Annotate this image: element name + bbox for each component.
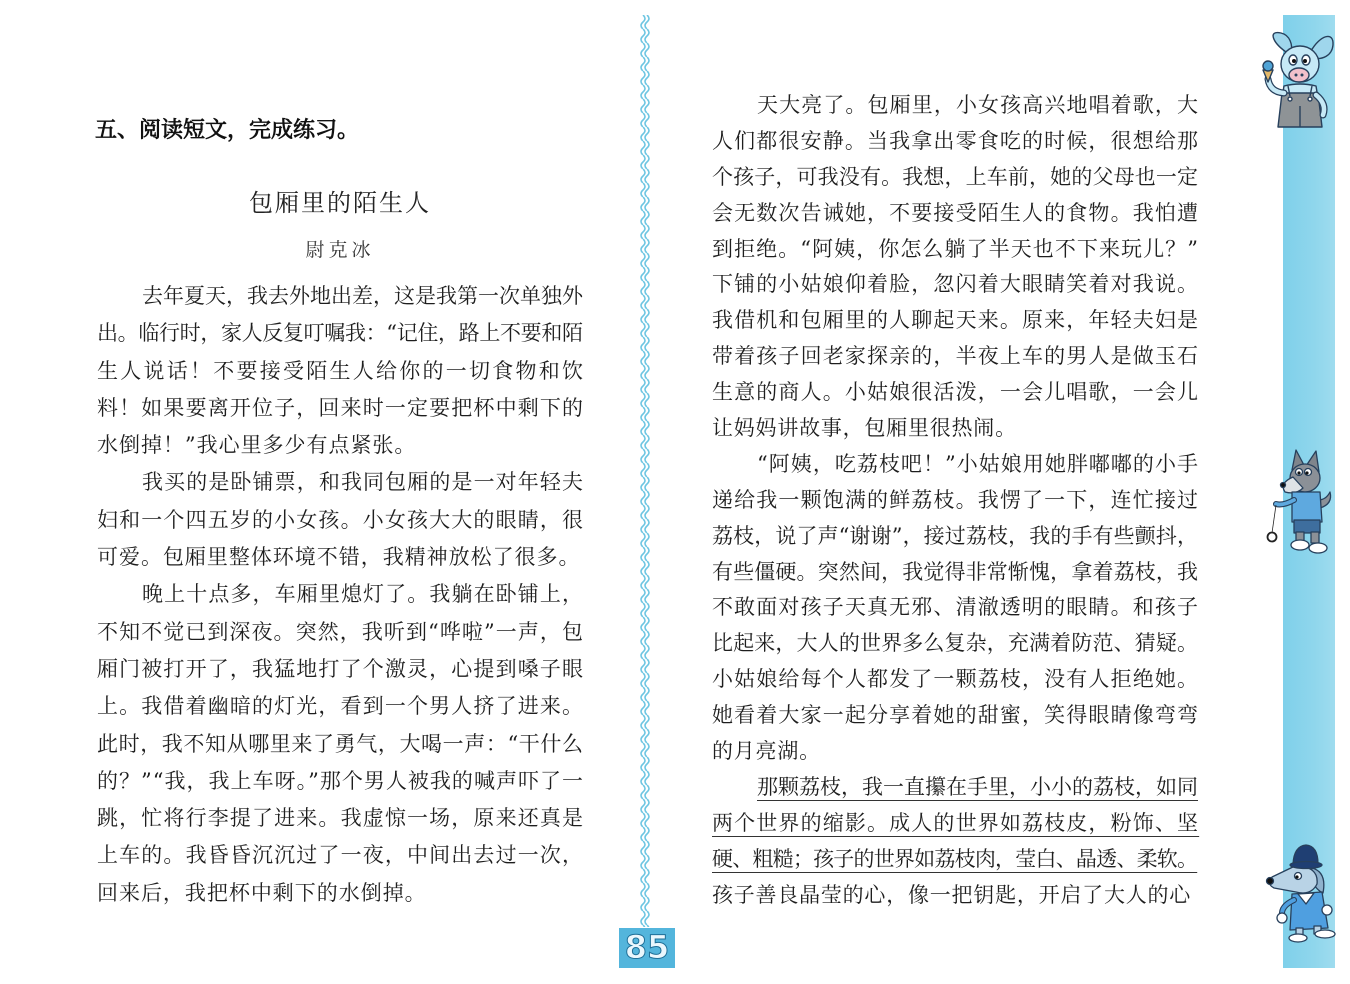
page-number: 85 [619,928,675,968]
text-line: 不知不觉已到深夜。突然，我听到“哗啦”一声，包 [97,619,585,644]
text-line: 她看着大家一起分享着她的甜蜜，笑得眼睛像弯弯 [712,703,1200,728]
text-line: 晚上十点多，车厢里熄灯了。我躺在卧铺上， [142,582,585,607]
text-line: 料！如果要离开位子，回来时一定要把杯中剩下的 [97,395,585,420]
text-line: 比起来，大人的世界多么复杂，充满着防范、猜疑。 [712,631,1199,656]
text-line: 会无数次告诫她，不要接受陌生人的食物。我怕遭 [712,200,1200,225]
section-heading: 五、阅读短文，完成练习。 [95,118,360,143]
text-line: 有些僵硬。突然间，我觉得非常惭愧，拿着荔枝，我 [712,559,1199,584]
text-line: 此时，我不知从哪里来了勇气，大喝一声：“干什么 [97,731,584,756]
text-line: 出。临行时，家人反复叮嘱我：“记住，路上不要和陌 [97,321,583,346]
underlined-text-line: 硬、粗糙；孩子的世界如荔枝肉，莹白、晶透、柔软。 [712,846,1198,871]
text-line: 我借机和包厢里的人聊起天来。原来，年轻夫妇是 [712,308,1200,333]
text-line: 到拒绝。“阿姨，你怎么躺了半天也不下来玩儿？” [712,236,1200,261]
text-line: 跳，忙将行李提了进来。我虚惊一场，原来还真是 [97,806,585,831]
text-line: 人们都很安静。当我拿出零食吃的时候，很想给那 [712,128,1200,153]
text-line: 生人说话！不要接受陌生人给你的一切食物和饮 [97,358,586,383]
text-line: 上。我借着幽暗的灯光，看到一个男人挤了进来。 [97,694,585,719]
text-line: 下铺的小姑娘仰着脸，忽闪着大眼睛笑着对我说。 [712,272,1200,297]
wolf-with-yoyo-cartoon-icon [1268,450,1331,553]
text-line: 荔枝，说了声“谢谢”，接过荔枝，我的手有些颤抖， [712,523,1199,548]
text-line: 去年夏天，我去外地出差，这是我第一次单独外 [142,284,583,308]
underlined-text-line: 那颗荔枝，我一直攥在手里，小小的荔枝，如同 [757,774,1198,799]
text-line: 我买的是卧铺票，和我同包厢的是一对年轻夫 [142,470,585,495]
pig-in-overalls-cartoon-icon [1263,33,1333,127]
text-line: 个孩子，可我没有。我想，上车前，她的父母也一定 [712,164,1199,189]
passage-title: 包厢里的陌生人 [249,189,431,217]
text-line: 生意的商人。小姑娘很活泼，一会儿唱歌，一会儿 [712,380,1200,405]
dog-in-bowler-hat-cartoon-icon [1267,845,1336,942]
text-line: 的？”“我，我上车呀。”那个男人被我的喊声吓了一 [97,768,584,793]
text-line: 厢门被打开了，我猛地打了个激灵，心提到嗓子眼 [97,656,585,681]
text-line: 妇和一个四五岁的小女孩。小女孩大大的眼睛，很 [97,507,585,532]
text-line: 上车的。我昏昏沉沉过了一夜，中间出去过一次， [97,843,585,868]
text-line: 孩子善良晶莹的心，像一把钥匙，开启了大人的心 [712,882,1192,907]
text-line: 不敢面对孩子天真无邪、清澈透明的眼睛。和孩子 [712,595,1200,620]
underlined-text-line: 两个世界的缩影。成人的世界如荔枝皮，粉饰、坚 [712,810,1200,835]
text-line: 的月亮湖。 [712,739,821,764]
text-line: 带着孩子回老家探亲的，半夜上车的男人是做玉石 [712,344,1200,369]
passage-author: 尉克冰 [305,239,375,261]
text-line: 回来后，我把杯中剩下的水倒掉。 [97,880,427,905]
text-line: 递给我一颗饱满的鲜荔枝。我愣了一下，连忙接过 [712,487,1200,512]
text-line: “阿姨，吃荔枝吧！”小姑娘用她胖嘟嘟的小手 [757,451,1200,476]
text-line: 可爱。包厢里整体环境不错，我精神放松了很多。 [97,545,581,570]
text-line: 让妈妈讲故事，包厢里很热闹。 [712,416,1017,441]
text-line: 天大亮了。包厢里，小女孩高兴地唱着歌，大 [757,93,1200,117]
text-line: 水倒掉！”我心里多少有点紧张。 [97,433,417,458]
text-line: 小姑娘给每个人都发了一颗荔枝，没有人拒绝她。 [712,667,1200,692]
